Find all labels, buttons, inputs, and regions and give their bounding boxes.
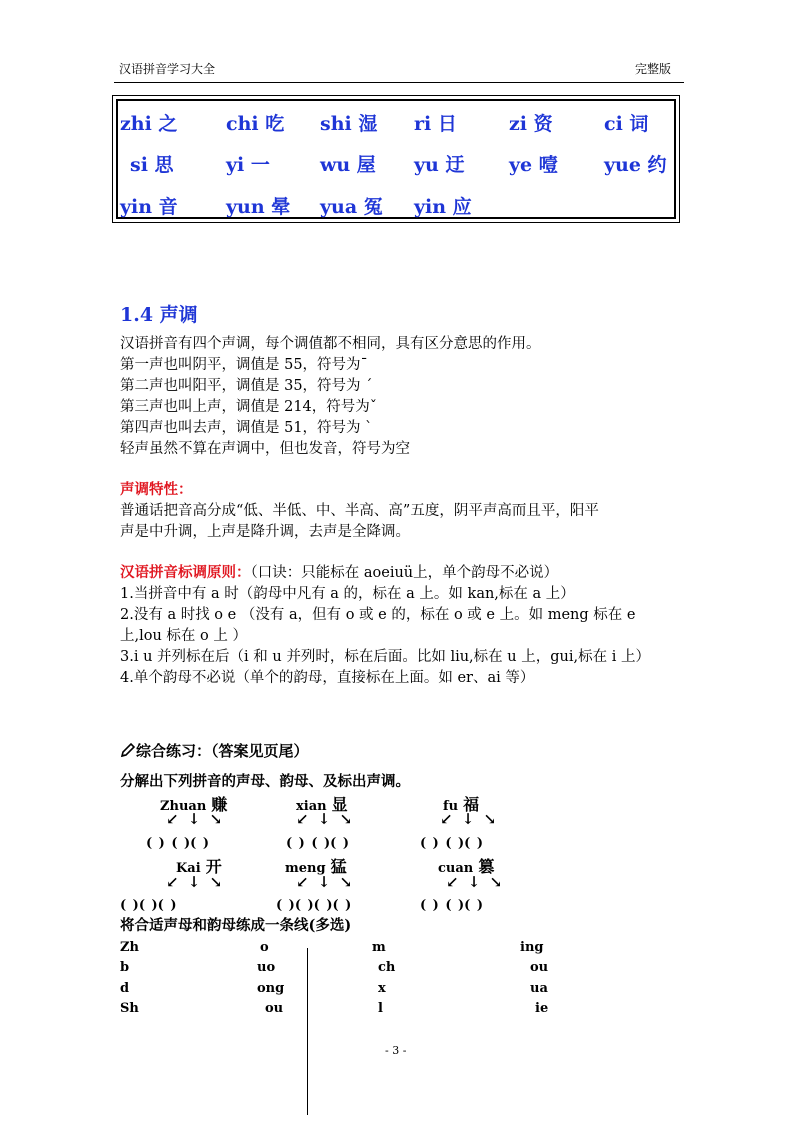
header-edition: 完整版 bbox=[635, 62, 672, 76]
answer-blanks[interactable]: ( )( )( )( ) bbox=[276, 898, 352, 913]
exercise-pinyin: meng bbox=[285, 861, 326, 876]
matching-initial[interactable]: Zh bbox=[120, 940, 139, 955]
answer-blanks[interactable]: ( ) ( )( ) bbox=[286, 836, 350, 851]
exercise-pinyin: xian bbox=[296, 799, 327, 814]
matching-final[interactable]: ong bbox=[257, 981, 285, 996]
exercise-hanzi: 篡 bbox=[478, 857, 495, 876]
syllable-cell: yu 迂 bbox=[414, 154, 465, 176]
syllable-cell: yun 晕 bbox=[226, 196, 291, 218]
exercise-hanzi: 开 bbox=[205, 857, 222, 876]
syllable-cell: ri 日 bbox=[414, 113, 457, 135]
tone-rule-heading: 汉语拼音标调原则： bbox=[120, 564, 251, 581]
syllable-cell: zi 资 bbox=[509, 113, 553, 135]
exercise-hanzi: 显 bbox=[331, 795, 348, 814]
exercise-hanzi: 赚 bbox=[211, 795, 228, 814]
answer-blanks[interactable]: ( ) ( )( ) bbox=[420, 898, 484, 913]
tone-intro-line: 第三声也叫上声，调值是 214，符号为ˇ bbox=[120, 399, 378, 415]
syllable-cell: chi 吃 bbox=[226, 113, 285, 135]
header-doc-title: 汉语拼音学习大全 bbox=[119, 62, 216, 76]
matching-initial[interactable]: l bbox=[378, 1001, 383, 1016]
tone-rule-line: 3.i u 并列标在后（i 和 u 并列时，标在后面。比如 liu,标在 u 上，gui,标在 i 上） bbox=[120, 649, 650, 665]
tone-intro-line: 汉语拼音有四个声调，每个调值都不相同，具有区分意思的作用。 bbox=[120, 336, 541, 352]
syllable-cell: zhi 之 bbox=[120, 113, 178, 135]
exercise-heading-row bbox=[120, 740, 309, 761]
tone-rule-line: 4.单个韵母不必说（单个的韵母，直接标在上面。如 er、ai 等） bbox=[120, 670, 535, 686]
tone-rule-line: 2.没有 a 时找 o e （没有 a，但有 o 或 e 的，标在 o 或 e 上。如 meng 标在 e bbox=[120, 607, 636, 623]
header-divider bbox=[114, 82, 684, 83]
tone-intro-line: 第二声也叫阳平，调值是 35，符号为 ˊ bbox=[120, 378, 373, 394]
matching-final[interactable]: ou bbox=[265, 1001, 284, 1016]
matching-divider bbox=[307, 948, 308, 1115]
exercise-pinyin: Zhuan bbox=[160, 799, 207, 814]
matching-heading: 将合适声母和韵母练成一条线(多选) bbox=[120, 917, 352, 934]
syllable-table bbox=[112, 95, 680, 223]
split-arrows: ↙ ↓ ↘ bbox=[166, 810, 225, 828]
section-title: 1.4 声调 bbox=[120, 304, 198, 326]
answer-blanks[interactable]: ( )( )( ) bbox=[120, 898, 177, 913]
syllable-cell: yua 冤 bbox=[320, 196, 383, 218]
syllable-cell: si 思 bbox=[130, 154, 174, 176]
tone-traits-heading: 声调特性： bbox=[120, 481, 193, 498]
syllable-cell: wu 屋 bbox=[320, 154, 376, 176]
split-arrows: ↙ ↓ ↘ bbox=[166, 873, 225, 891]
matching-final[interactable]: ing bbox=[520, 940, 544, 955]
split-arrows: ↙ ↓ ↘ bbox=[296, 873, 355, 891]
matching-initial[interactable]: x bbox=[378, 981, 386, 996]
matching-initial[interactable]: ch bbox=[378, 960, 396, 975]
tone-intro-line: 轻声虽然不算在声调中，但也发音，符号为空 bbox=[120, 441, 410, 457]
exercise-pinyin: cuan bbox=[438, 861, 474, 876]
tone-traits-line: 普通话把音高分成“低、半低、中、半高、高”五度，阴平声高而且平，阳平 bbox=[120, 503, 599, 519]
tone-traits-line: 声是中升调，上声是降升调，去声是全降调。 bbox=[120, 524, 410, 540]
matching-final[interactable]: ua bbox=[530, 981, 548, 996]
exercise-heading: 综合练习：（答案见页尾） bbox=[136, 742, 309, 760]
pencil-icon bbox=[120, 742, 136, 758]
syllable-cell: yin 应 bbox=[414, 196, 472, 218]
matching-initial[interactable]: b bbox=[120, 960, 130, 975]
matching-final[interactable]: o bbox=[260, 940, 269, 955]
exercise-pinyin: Kai bbox=[176, 861, 201, 876]
split-arrows: ↙ ↓ ↘ bbox=[440, 810, 499, 828]
matching-final[interactable]: uo bbox=[257, 960, 276, 975]
syllable-cell: yi 一 bbox=[226, 154, 270, 176]
tone-intro-line: 第一声也叫阴平，调值是 55，符号为ˉ bbox=[120, 357, 368, 373]
tone-rule-heading-row bbox=[120, 561, 558, 582]
exercise-instruction: 分解出下列拼音的声母、韵母、及标出声调。 bbox=[120, 773, 410, 790]
exercise-pinyin: fu bbox=[443, 799, 459, 814]
syllable-cell: shi 湿 bbox=[320, 113, 378, 135]
exercise-hanzi: 猛 bbox=[330, 857, 347, 876]
page-number: - 3 - bbox=[385, 1044, 407, 1057]
matching-final[interactable]: ie bbox=[535, 1001, 549, 1016]
answer-blanks[interactable]: ( ) ( )( ) bbox=[420, 836, 484, 851]
syllable-cell: ye 噎 bbox=[509, 154, 558, 176]
matching-final[interactable]: ou bbox=[530, 960, 549, 975]
answer-blanks[interactable]: ( ) ( )( ) bbox=[146, 836, 210, 851]
split-arrows: ↙ ↓ ↘ bbox=[296, 810, 355, 828]
matching-initial[interactable]: Sh bbox=[120, 1001, 139, 1016]
tone-rule-line: 1.当拼音中有 a 时（韵母中凡有 a 的，标在 a 上。如 kan,标在 a 上） bbox=[120, 586, 575, 602]
syllable-cell: yue 约 bbox=[604, 154, 667, 176]
syllable-table-inner-border bbox=[116, 99, 676, 219]
matching-initial[interactable]: m bbox=[372, 940, 386, 955]
matching-initial[interactable]: d bbox=[120, 981, 130, 996]
tone-rule-line: 上,lou 标在 o 上 ） bbox=[120, 628, 247, 644]
split-arrows: ↙ ↓ ↘ bbox=[446, 873, 505, 891]
syllable-cell: ci 词 bbox=[604, 113, 649, 135]
syllable-cell: yin 音 bbox=[120, 196, 178, 218]
tone-intro-line: 第四声也叫去声，调值是 51，符号为 ˋ bbox=[120, 420, 373, 436]
exercise-hanzi: 福 bbox=[463, 795, 480, 814]
tone-rule-hint: （口诀：只能标在 aoeiuü上，单个韵母不必说） bbox=[250, 565, 559, 581]
